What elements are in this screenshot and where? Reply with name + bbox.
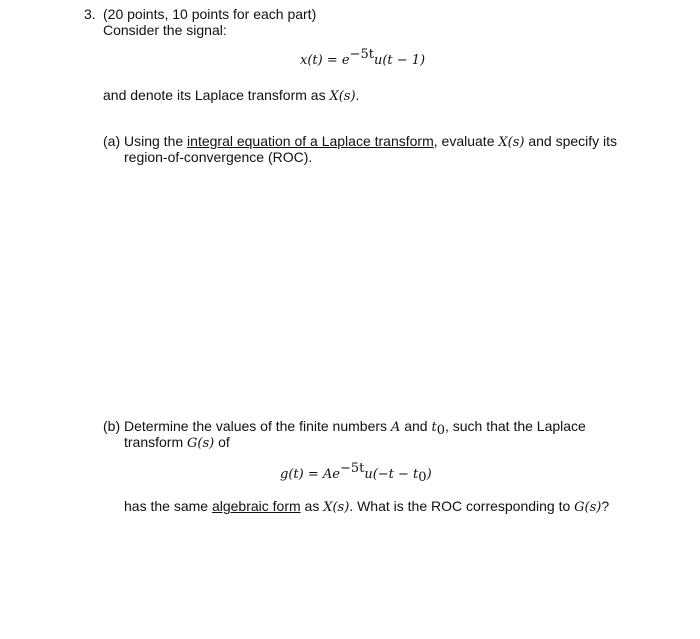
part-b-t0-symbol: $t_0$	[431, 420, 445, 438]
integral-equation-link[interactable]: integral equation of a Laplace transform	[187, 133, 434, 149]
signal-eq-lhs: x(t) = e	[300, 53, 350, 68]
problem-intro: Consider the signal:	[103, 22, 227, 38]
part-b-G-symbol: G(s)	[187, 436, 215, 451]
signal-eq-exponent: −5t	[349, 47, 374, 62]
part-b-G2-symbol: G(s)	[574, 500, 602, 515]
part-b-label: (b)	[103, 418, 121, 434]
signal-equation	[300, 47, 426, 69]
part-a-text-2: , evaluate	[433, 133, 499, 149]
g-eq-rhs-a: u(−t − t	[364, 467, 419, 482]
part-b-text-6: as	[300, 498, 324, 514]
part-b-text-and: and	[400, 418, 432, 434]
part-b-text-5: has the same	[124, 498, 212, 514]
denote-period: .	[355, 87, 360, 103]
part-b-text-3: transform	[124, 434, 188, 450]
part-a-label: (a)	[103, 133, 121, 149]
g-eq-sub: 0	[418, 470, 427, 485]
g-eq-lhs: g(t) = Ae	[280, 467, 340, 482]
g-eq-exponent: −5t	[339, 461, 365, 476]
part-b-text-4: of	[214, 434, 230, 450]
part-b-X-symbol: X(s)	[323, 500, 350, 515]
g-eq-rhs-b: )	[426, 467, 432, 482]
part-a-text-1: Using the	[124, 133, 188, 149]
problem-header: (20 points, 10 points for each part)	[103, 6, 317, 22]
part-b-text-1: Determine the values of the finite numbers	[124, 418, 391, 434]
laplace-symbol: X(s)	[329, 89, 356, 104]
part-b-text-7: . What is the ROC corresponding to	[349, 498, 575, 514]
part-a-text-3: and specify its	[524, 133, 618, 149]
algebraic-form-link[interactable]: algebraic form	[211, 498, 301, 514]
part-b-line3	[124, 498, 609, 516]
part-b-A-symbol: A	[390, 420, 401, 435]
problem-number: 3.	[84, 6, 96, 22]
part-a-xs-symbol: X(s)	[498, 135, 525, 150]
part-b-text-8: ?	[601, 498, 610, 514]
g-equation	[280, 461, 432, 485]
part-b-text-2: , such that the Laplace	[444, 418, 586, 434]
part-a-line2: region-of-convergence (ROC).	[124, 149, 313, 165]
part-b-line2	[124, 434, 230, 452]
denote-text: and denote its Laplace transform as	[103, 87, 330, 103]
signal-eq-rhs: u(t − 1)	[373, 53, 426, 68]
denote-line	[103, 87, 359, 105]
